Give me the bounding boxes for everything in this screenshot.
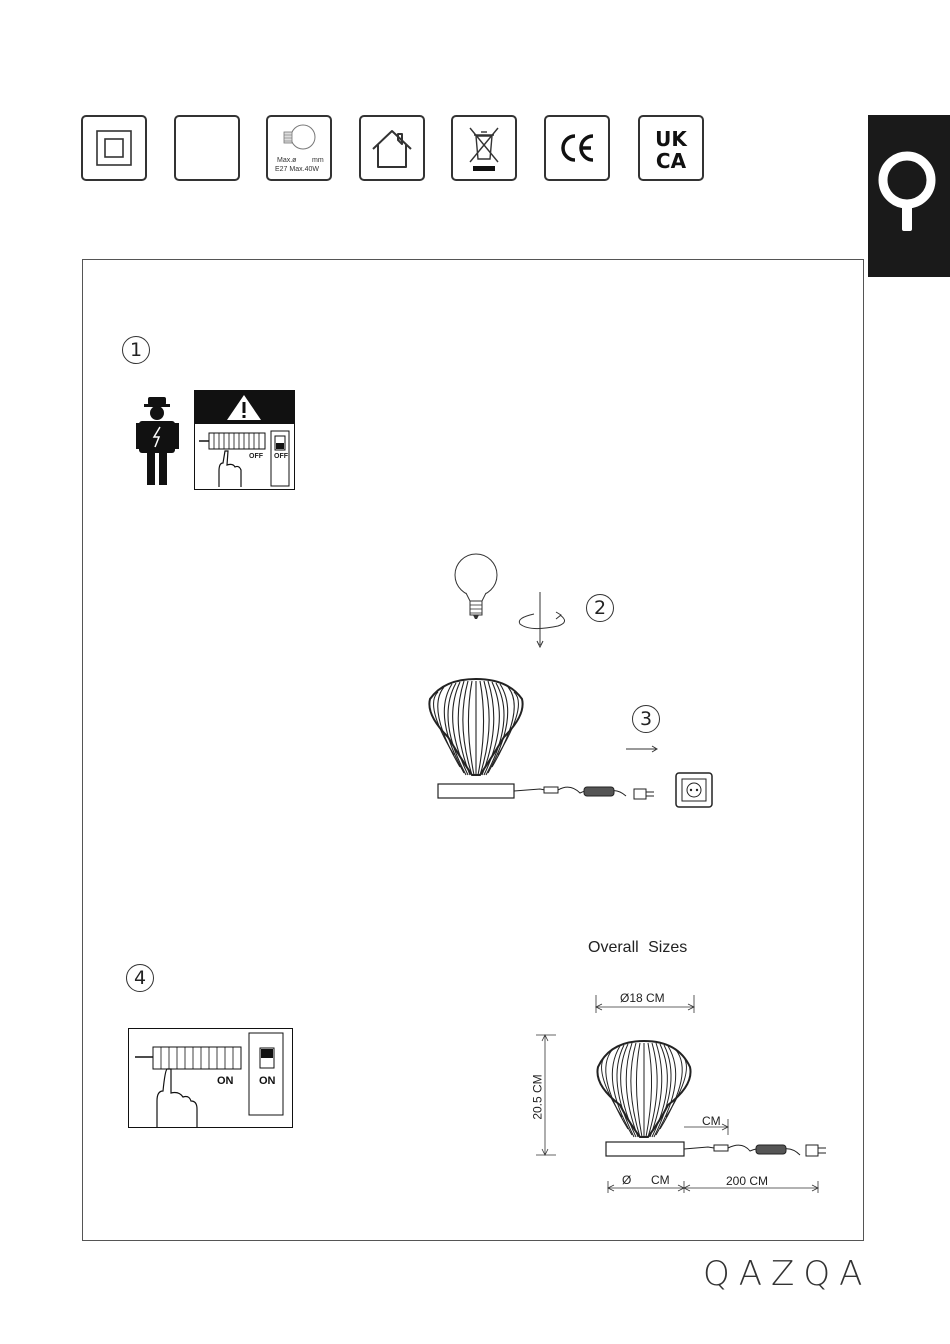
power-off-warning-panel bbox=[194, 390, 295, 490]
led-bulb-icon bbox=[452, 551, 500, 629]
bulb-spec: E27 Max.40W bbox=[275, 166, 319, 173]
brand-q-icon bbox=[868, 115, 950, 277]
step-4-marker: 4 bbox=[126, 964, 154, 992]
indoor-use-house-icon bbox=[359, 115, 425, 181]
cable-length-label: 200 CM bbox=[726, 1174, 769, 1188]
switch-on-label: ON bbox=[259, 1075, 276, 1087]
class-ii-double-insulation-icon bbox=[81, 115, 147, 181]
ukca-bottom-text: CA bbox=[655, 149, 687, 173]
weee-crossed-bin-icon bbox=[451, 115, 517, 181]
step-2-marker: 2 bbox=[586, 594, 614, 622]
height-label: 20.5 CM bbox=[530, 1074, 545, 1120]
blank-certification-box bbox=[174, 115, 240, 181]
ce-mark-icon bbox=[544, 115, 610, 181]
breaker-off-label: OFF bbox=[249, 453, 263, 460]
shade-diameter-label: Ø18 CM bbox=[620, 991, 665, 1005]
overall-sizes-title: Overall Sizes bbox=[588, 939, 688, 956]
dimension-drawing bbox=[528, 985, 838, 1195]
ukca-mark-icon bbox=[638, 115, 704, 181]
brand-wordmark: QAZQA bbox=[703, 1254, 872, 1294]
ukca-top-text: UK bbox=[655, 127, 687, 151]
power-on-panel bbox=[128, 1028, 293, 1128]
base-diameter-unit: CM bbox=[651, 1173, 670, 1187]
electrician-icon bbox=[136, 395, 180, 487]
bulb-spec-icon bbox=[266, 115, 332, 181]
breaker-on-label: ON bbox=[217, 1075, 234, 1087]
brand-side-tab bbox=[868, 115, 950, 277]
table-lamp-illustration bbox=[420, 675, 720, 810]
rotate-clockwise-icon bbox=[514, 590, 570, 648]
switch-off-label: OFF bbox=[274, 453, 288, 460]
base-diameter-symbol: Ø bbox=[622, 1173, 632, 1187]
step-3-marker: 3 bbox=[632, 705, 660, 733]
bulb-max-diameter: Max.ø bbox=[277, 157, 297, 164]
bulb-mm-unit: mm bbox=[312, 157, 324, 164]
switch-distance-label: CM bbox=[702, 1114, 721, 1128]
step-1-marker: 1 bbox=[122, 336, 150, 364]
